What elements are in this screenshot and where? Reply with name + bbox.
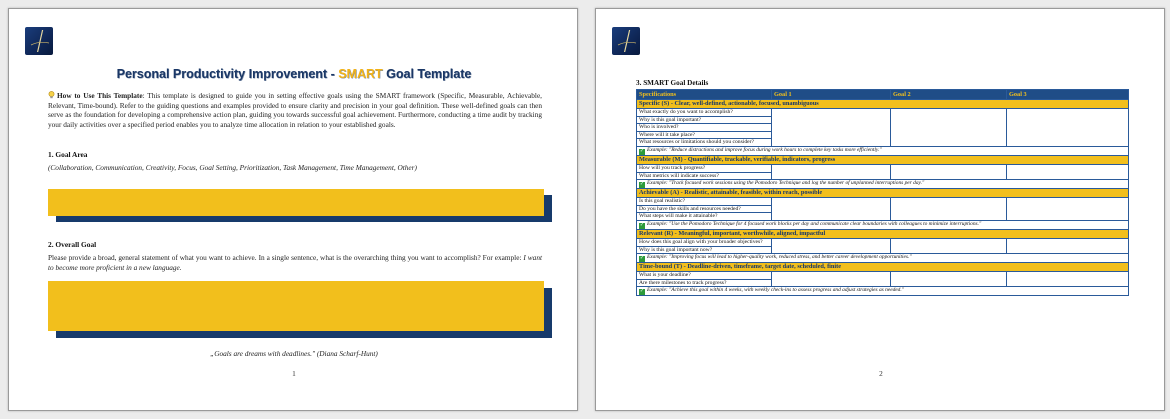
smart-details-heading: 3. SMART Goal Details [636, 79, 709, 87]
quote: „Goals are dreams with deadlines." (Diana Scharf-Hunt) [210, 349, 378, 358]
example-cell [637, 146, 1129, 155]
question-row [637, 109, 1129, 117]
page-title [9, 67, 578, 81]
example-row [637, 220, 1129, 229]
example-text: Example: "Achieve this goal within 4 weeks, with weekly check-ins to assess progress and adjust strategies as needed." [647, 287, 904, 294]
goal-2-answer-cell[interactable] [891, 164, 1007, 179]
goal-3-answer-cell[interactable] [1007, 272, 1129, 287]
question-text: Is this goal realistic? [637, 198, 772, 206]
category-title: Achievable (A) - Realistic, attainable, feasible, within reach, possible [637, 189, 1129, 198]
question-row [637, 272, 1129, 280]
example-row [637, 146, 1129, 155]
question-text: Why is this goal important? [637, 116, 772, 124]
header-goal-1: Goal 1 [772, 90, 891, 100]
question-text: Why is this goal important now? [637, 246, 772, 254]
question-text: What steps will make it attainable? [637, 213, 772, 221]
category-title: Specific (S) - Clear, well-defined, actionable, focused, unambiguous [637, 100, 1129, 109]
checkbox-icon: ✓ [639, 182, 645, 188]
page-number: 2 [879, 369, 883, 378]
checkbox-icon: ✓ [639, 256, 645, 262]
title-text-2: Goal Template [382, 67, 472, 81]
example-cell [637, 220, 1129, 229]
category-row [637, 100, 1129, 109]
example-row [637, 287, 1129, 296]
category-title: Measurable (M) - Quantifiable, trackable, verifiable, indicators, progress [637, 155, 1129, 164]
question-text: What exactly do you want to accomplish? [637, 109, 772, 117]
example-cell [637, 254, 1129, 263]
question-text: How will you track progress? [637, 164, 772, 172]
overall-goal-heading: 2. Overall Goal [48, 240, 97, 249]
question-row [637, 238, 1129, 246]
checkbox-icon: ✓ [639, 289, 645, 295]
goal-3-answer-cell[interactable] [1007, 164, 1129, 179]
table-header-row [637, 90, 1129, 100]
title-smart-word: SMART [338, 67, 383, 81]
overall-goal-desc-text: Please provide a broad, general statement of what you want to achieve. In a single sentence, what is the overarching thing you want to accomplish? For example: [48, 253, 524, 262]
example-cell [637, 287, 1129, 296]
category-row [637, 155, 1129, 164]
overall-goal-example: I want to become more proficient in a new language. [48, 253, 542, 272]
header-goal-3: Goal 3 [1007, 90, 1129, 100]
example-row [637, 180, 1129, 189]
checkbox-icon: ✓ [639, 148, 645, 154]
goal-area-input-box[interactable] [48, 189, 544, 216]
title-text-1: Personal Productivity Improvement - [116, 67, 339, 81]
goal-3-answer-cell[interactable] [1007, 198, 1129, 221]
category-row [637, 263, 1129, 272]
example-text: Example: "Improving focus will lead to higher-quality work, reduced stress, and better career development opportunities." [647, 254, 912, 261]
how-to-label: How to Use This Template [57, 91, 143, 100]
question-text: What is your deadline? [637, 272, 772, 280]
question-text: Do you have the skills and resources needed? [637, 205, 772, 213]
brand-logo [25, 27, 53, 55]
question-text: What metrics will indicate success? [637, 172, 772, 180]
category-title: Time-bound (T) - Deadline-driven, timeframe, target date, scheduled, finite [637, 263, 1129, 272]
example-cell [637, 180, 1129, 189]
goal-1-answer-cell[interactable] [772, 238, 891, 253]
goal-1-answer-cell[interactable] [772, 164, 891, 179]
document-page-2 [595, 8, 1165, 411]
document-page-1 [8, 8, 578, 411]
goal-2-answer-cell[interactable] [891, 272, 1007, 287]
goal-1-answer-cell[interactable] [772, 109, 891, 147]
example-text: Example: "Use the Pomodoro Technique for 4 focused work blocks per day and communicate clear boundaries with colleagues to minimize interruptions." [647, 220, 982, 227]
question-row [637, 164, 1129, 172]
goal-3-answer-cell[interactable] [1007, 109, 1129, 147]
question-text: Are there milestones to track progress? [637, 279, 772, 287]
question-text: What resources or limitations should you consider? [637, 139, 772, 147]
category-row [637, 189, 1129, 198]
checkbox-icon: ✓ [639, 222, 645, 228]
question-text: How does this goal align with your broader objectives? [637, 238, 772, 246]
goal-area-heading: 1. Goal Area [48, 150, 88, 159]
category-row [637, 229, 1129, 238]
how-to-text: : This template is designed to guide you in setting effective goals using the SMART framework (Specific, Measurable, Achievable, Relevant, Time-bound). Refer to the guiding questions and examples provided to ensure clarity and precision in your goal definition. These well-defined goals can then serve as the foundation for developing a comprehensive action plan, guiding you towards successful goal achievement. Furthermore, conducting a time audit by tracking your daily activities over a specified period enables you to analyze time allocation in relation to your established goals. [48, 91, 543, 129]
example-text: Example: "Track focused work sessions using the Pomodoro Technique and log the number of unplanned interruptions per day." [647, 180, 925, 187]
overall-goal-input-box[interactable] [48, 281, 544, 331]
goal-1-answer-cell[interactable] [772, 198, 891, 221]
page-number: 1 [292, 369, 296, 378]
goal-2-answer-cell[interactable] [891, 109, 1007, 147]
smart-goal-table [636, 89, 1129, 296]
question-text: Where will it take place? [637, 131, 772, 139]
goal-2-answer-cell[interactable] [891, 238, 1007, 253]
category-title: Relevant (R) - Meaningful, important, worthwhile, aligned, impactful [637, 229, 1129, 238]
example-row [637, 254, 1129, 263]
question-text: Who is involved? [637, 124, 772, 132]
question-row [637, 198, 1129, 206]
overall-goal-description [48, 253, 542, 272]
header-goal-2: Goal 2 [891, 90, 1007, 100]
how-to-use-paragraph [48, 91, 542, 129]
goal-area-options: (Collaboration, Communication, Creativity, Focus, Goal Setting, Prioritization, Task Management, Time Management, Other) [48, 163, 417, 172]
brand-logo [612, 27, 640, 55]
goal-1-answer-cell[interactable] [772, 272, 891, 287]
goal-2-answer-cell[interactable] [891, 198, 1007, 221]
lightbulb-icon [48, 91, 55, 99]
example-text: Example: "Reduce distractions and improve focus during work hours to complete key tasks more efficiently." [647, 146, 882, 153]
header-specifications: Specifications [637, 90, 772, 100]
goal-3-answer-cell[interactable] [1007, 238, 1129, 253]
